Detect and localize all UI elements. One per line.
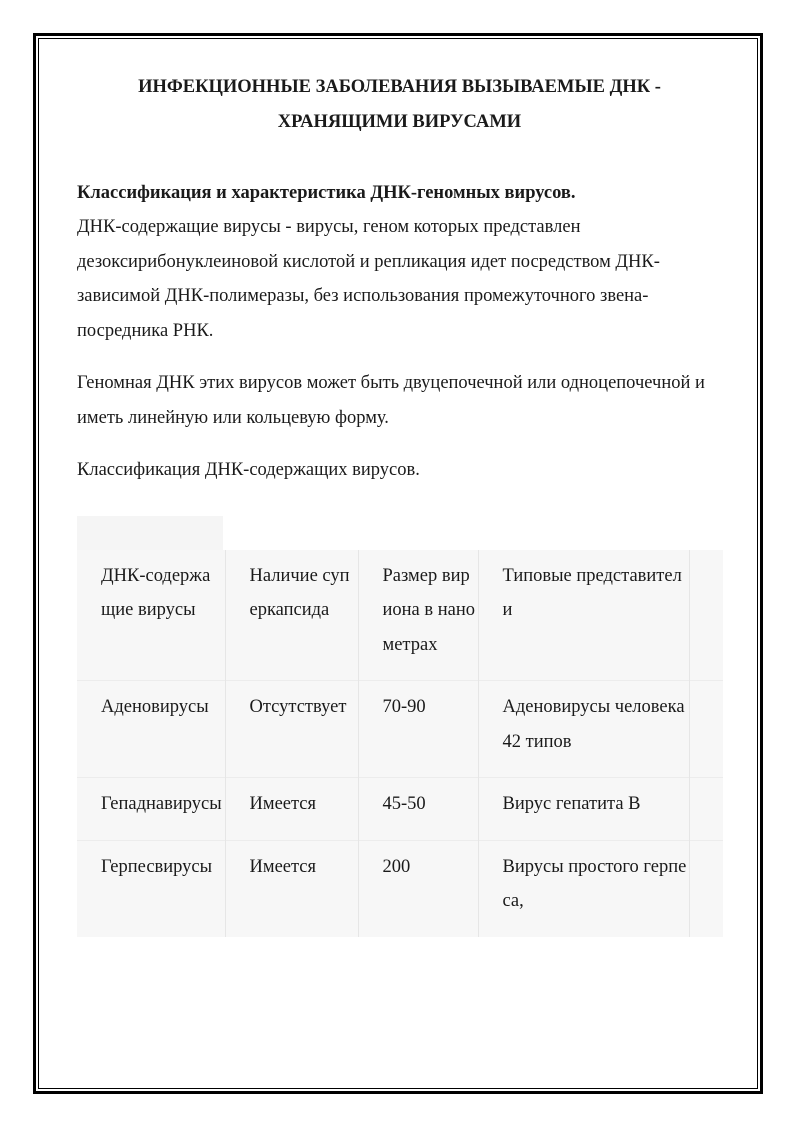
header-cell: Размер вириона в нанометрах [358, 550, 478, 681]
table-row [77, 778, 723, 841]
header-cell: Наличие суперкапсида [225, 550, 358, 681]
table-cell: 200 [358, 840, 478, 937]
table-cell: Вирус гепатита В [478, 778, 689, 841]
table-cell: Отсутствует [225, 681, 358, 778]
table-header-row [77, 550, 723, 681]
table-cell: Аденовирусы человека 42 типов [478, 681, 689, 778]
table-cell: 45-50 [358, 778, 478, 841]
table-cell-stub [689, 550, 723, 681]
table-cell: Аденовирусы [77, 681, 225, 778]
header-cell: ДНК-содержащие вирусы [77, 550, 225, 681]
paragraph-classification: Классификация ДНК-содержащих вирусов. [77, 460, 420, 480]
header-cell: Типовые представители [478, 550, 689, 681]
table-cell-stub [689, 840, 723, 937]
table-cell: Гепаднавирусы [77, 778, 225, 841]
table-row [77, 681, 723, 778]
table-cell: 70-90 [358, 681, 478, 778]
table-cell-stub [689, 681, 723, 778]
table-cell-stub [689, 778, 723, 841]
table-caption-tab [77, 516, 223, 550]
paragraph-definition: ДНК-содержащие вирусы - вирусы, геном которых представлен дезоксирибонуклеиновой кислотой и репликация идет посредством ДНК-зависимой ДНК-полимеразы, без использования промежуточного звена-посредника РНК. [77, 217, 660, 341]
table-cell: Имеется [225, 840, 358, 937]
paragraph-genome: Геномная ДНК этих вирусов может быть двуцепочечной или одноцепочечной и иметь линейную или кольцевую форму. [77, 373, 705, 428]
document-title: ИНФЕКЦИОННЫЕ ЗАБОЛЕВАНИЯ ВЫЗЫВАЕМЫЕ ДНК - ХРАНЯЩИМИ ВИРУСАМИ [138, 77, 661, 132]
section-heading: Классификация и характеристика ДНК-геномных вирусов. [77, 183, 576, 203]
table-cell: Имеется [225, 778, 358, 841]
table-cell: Вирусы простого герпеса, [478, 840, 689, 937]
table-cell: Герпесвирусы [77, 840, 225, 937]
table-row [77, 840, 723, 937]
virus-classification-table [77, 550, 723, 937]
document-body [77, 70, 722, 937]
